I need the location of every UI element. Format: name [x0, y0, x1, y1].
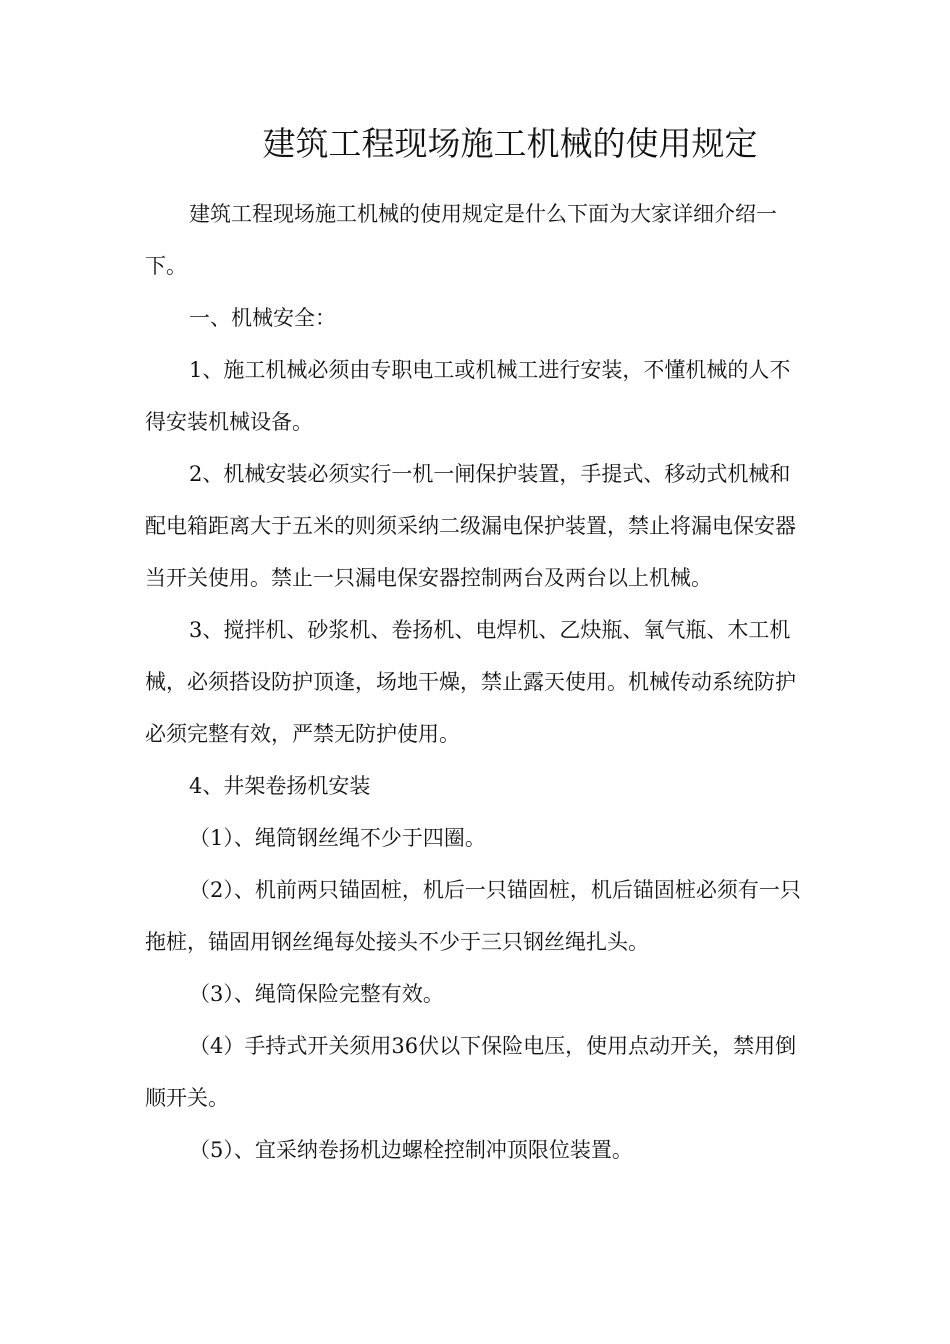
sub-rule-paragraph-1: （1）、绳筒钢丝绳不少于四圈。: [189, 826, 486, 850]
rule-paragraph-1: 1、施工机械必须由专职电工或机械工进行安装，不懂机械的人不得安装机械设备。: [145, 358, 791, 434]
section-heading-machinery-safety: 一、机械安全：: [189, 306, 336, 330]
sub-rule-paragraph-5: （5）、宜采纳卷扬机边螺栓控制冲顶限位装置。: [189, 1138, 633, 1162]
document-body: [145, 188, 805, 1176]
rule-paragraph-4: 4、井架卷扬机安装: [189, 774, 371, 798]
rule-paragraph-2: 2、机械安装必须实行一机一闸保护装置，手提式、移动式机械和配电箱距离大于五米的则须采纳二级漏电保护装置，禁止将漏电保安器当开关使用。禁止一只漏电保安器控制两台及两台以上机械。: [145, 462, 796, 590]
sub-rule-paragraph-3: （3）、绳筒保险完整有效。: [189, 982, 444, 1006]
sub-rule-paragraph-2: （2）、机前两只锚固桩，机后一只锚固桩，机后锚固桩必须有一只拖桩，锚固用钢丝绳每处接头不少于三只钢丝绳扎头。: [145, 878, 801, 954]
rule-paragraph-3: 3、搅拌机、砂浆机、卷扬机、电焊机、乙炔瓶、氧气瓶、木工机械，必须搭设防护顶逢，场地干燥，禁止露天使用。机械传动系统防护必须完整有效，严禁无防护使用。: [145, 618, 796, 746]
intro-paragraph: 建筑工程现场施工机械的使用规定是什么下面为大家详细介绍一下。: [145, 202, 777, 278]
document-title: 建筑工程现场施工机械的使用规定: [262, 124, 758, 163]
sub-rule-paragraph-4: （4）手持式开关须用36伏以下保险电压，使用点动开关，禁用倒顺开关。: [145, 1034, 797, 1110]
